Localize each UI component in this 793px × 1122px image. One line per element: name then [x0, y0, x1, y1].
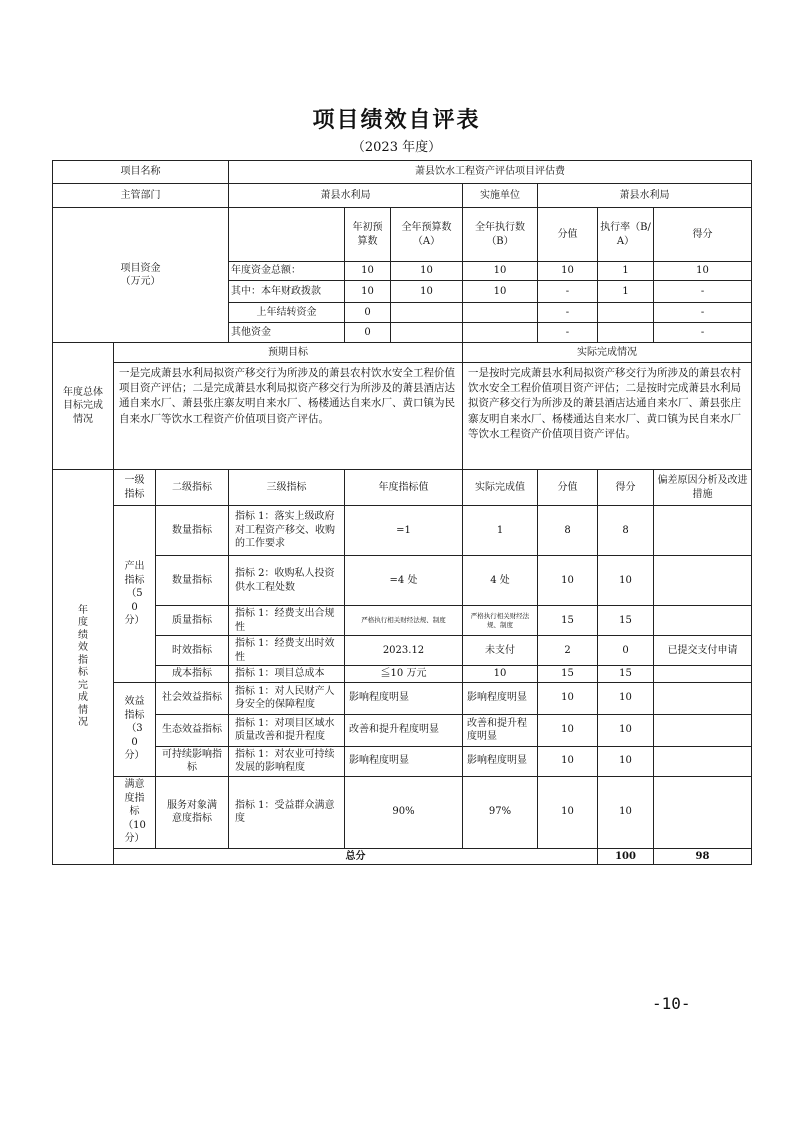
total-points: 100	[598, 848, 654, 865]
project-name-label: 项目名称	[53, 161, 229, 184]
score-cell: 10	[598, 746, 654, 776]
points-cell: 10	[538, 556, 598, 606]
indicator-header-row	[53, 470, 752, 506]
target-cell: ≦10 万元	[345, 666, 463, 683]
goals-label: 年度总体目标完成情况	[53, 343, 114, 470]
actual-cell: 未支付	[463, 636, 538, 666]
indicator-header: 分值	[538, 470, 598, 506]
funds-header: 全年执行数（B）	[463, 208, 538, 262]
points-cell: 10	[538, 746, 598, 776]
page-title: 项目绩效自评表	[312, 107, 481, 133]
target-cell: =1	[345, 506, 463, 556]
actual-result-text: 一是按时完成萧县水利局拟资产移交行为所涉及的萧县农村饮水安全工程价值项目资产评估；二是按时完成萧县水利局拟资产移交行为所涉及的萧县酒店达通自来水厂、萧县张庄寨友明自来水厂、杨楼通达自来水厂、黄口镇为民自来水厂等饮水工程资产价值项目资产评估。	[463, 363, 752, 470]
level2-cell: 时效指标	[156, 636, 229, 666]
actual-cell: 改善和提升程度明显	[463, 714, 538, 746]
dept-label: 主管部门	[53, 184, 229, 208]
score-cell: 15	[598, 666, 654, 683]
level3-cell: 指标 1：对农业可持续发展的影响程度	[229, 746, 345, 776]
actual-cell: 影响程度明显	[463, 682, 538, 714]
target-cell: 90%	[345, 776, 463, 848]
funds-row-label: 上年结转资金	[229, 303, 345, 323]
indicator-row	[53, 636, 752, 666]
note-cell: 已提交支付申请	[654, 636, 752, 666]
target-cell: =4 处	[345, 556, 463, 606]
actual-cell: 97%	[463, 776, 538, 848]
points-cell: 15	[538, 606, 598, 636]
score-cell: 15	[598, 606, 654, 636]
level2-cell: 成本指标	[156, 666, 229, 683]
score-cell: 10	[598, 682, 654, 714]
indicator-row	[53, 682, 752, 714]
expected-goal-text: 一是完成萧县水利局拟资产移交行为所涉及的萧县农村饮水安全工程价值项目资产评估；二是完成萧县水利局拟资产移交行为所涉及的萧县酒店达通自来水厂、萧县张庄寨友明自来水厂、杨楼通达自来水厂、黄口镇为民自来水厂等饮水工程资产价值项目资产评估。	[114, 363, 463, 470]
target-cell: 影响程度明显	[345, 746, 463, 776]
indicator-row	[53, 746, 752, 776]
funds-cell	[598, 323, 654, 343]
funds-header: 得分	[654, 208, 752, 262]
funds-cell: 1	[598, 262, 654, 281]
expected-goal-header: 预期目标	[114, 343, 463, 363]
level2-cell: 生态效益指标	[156, 714, 229, 746]
indicator-header: 得分	[598, 470, 654, 506]
funds-cell: -	[538, 281, 598, 303]
note-cell	[654, 606, 752, 636]
indicator-row	[53, 776, 752, 848]
funds-header: 年初预算数	[345, 208, 391, 262]
level2-cell: 质量指标	[156, 606, 229, 636]
indicator-row	[53, 556, 752, 606]
note-cell	[654, 682, 752, 714]
note-cell	[654, 666, 752, 683]
note-cell	[654, 506, 752, 556]
indicator-group-output: 产出指标（50分）	[114, 506, 156, 683]
funds-cell: 1	[598, 281, 654, 303]
total-score: 98	[654, 848, 752, 865]
level3-cell: 指标 1：经费支出合规性	[229, 606, 345, 636]
funds-cell: 10	[345, 262, 391, 281]
level3-cell: 指标 1：项目总成本	[229, 666, 345, 683]
funds-cell: 0	[345, 303, 391, 323]
indicator-group-satisfaction: 满意度指标（10分）	[114, 776, 156, 848]
indicator-row	[53, 606, 752, 636]
points-cell: 15	[538, 666, 598, 683]
actual-cell: 1	[463, 506, 538, 556]
funds-label: 项目资金 （万元）	[53, 208, 229, 343]
level2-cell: 数量指标	[156, 506, 229, 556]
level3-cell: 指标 1：经费支出时效性	[229, 636, 345, 666]
points-cell: 10	[538, 682, 598, 714]
funds-row-label: 年度资金总额：	[229, 262, 345, 281]
indicator-header: 二级指标	[156, 470, 229, 506]
funds-cell: -	[654, 323, 752, 343]
indicator-header: 偏差原因分析及改进措施	[654, 470, 752, 506]
funds-corner	[229, 208, 345, 262]
funds-cell: -	[654, 281, 752, 303]
funds-cell	[463, 303, 538, 323]
total-label: 总分	[114, 848, 598, 865]
note-cell	[654, 714, 752, 746]
funds-header: 执行率（B/A）	[598, 208, 654, 262]
goals-header-row	[53, 343, 752, 363]
dept-value: 萧县水利局	[229, 184, 463, 208]
level2-cell: 数量指标	[156, 556, 229, 606]
indicator-header: 一级指标	[114, 470, 156, 506]
indicators-label: 年度绩效指标完成情况	[53, 470, 114, 865]
funds-cell: -	[654, 303, 752, 323]
target-cell: 改善和提升程度明显	[345, 714, 463, 746]
level3-cell: 指标 1：对项目区域水质量改善和提升程度	[229, 714, 345, 746]
total-row	[53, 848, 752, 865]
funds-cell: 10	[391, 262, 463, 281]
funds-cell: -	[538, 303, 598, 323]
target-cell: 影响程度明显	[345, 682, 463, 714]
funds-cell	[391, 323, 463, 343]
funds-header-row	[53, 208, 752, 262]
score-cell: 0	[598, 636, 654, 666]
score-cell: 10	[598, 556, 654, 606]
funds-cell: 10	[654, 262, 752, 281]
funds-cell: -	[538, 323, 598, 343]
indicator-row	[53, 714, 752, 746]
page-number: -10-	[652, 994, 691, 1013]
level3-cell: 指标 1：落实上级政府对工程资产移交、收购的工作要求	[229, 506, 345, 556]
level2-cell: 服务对象满意度指标	[156, 776, 229, 848]
points-cell: 10	[538, 776, 598, 848]
target-cell: 2023.12	[345, 636, 463, 666]
indicator-header: 三级指标	[229, 470, 345, 506]
indicator-row	[53, 506, 752, 556]
points-cell: 2	[538, 636, 598, 666]
self-evaluation-table	[52, 160, 752, 865]
project-name-row	[53, 161, 752, 184]
score-cell: 10	[598, 714, 654, 746]
page-subtitle: （2023 年度）	[351, 140, 442, 155]
level3-cell: 指标 1：对人民财产人身安全的保障程度	[229, 682, 345, 714]
funds-cell: 10	[463, 281, 538, 303]
indicator-group-benefit: 效益指标（30分）	[114, 682, 156, 776]
funds-row-label: 其他资金	[229, 323, 345, 343]
points-cell: 8	[538, 506, 598, 556]
funds-header: 分值	[538, 208, 598, 262]
actual-cell: 影响程度明显	[463, 746, 538, 776]
funds-cell: 0	[345, 323, 391, 343]
level2-cell: 可持续影响指标	[156, 746, 229, 776]
level3-cell: 指标 1：受益群众满意度	[229, 776, 345, 848]
actual-cell: 严格执行相关财经法规、制度	[463, 606, 538, 636]
impl-label: 实施单位	[463, 184, 538, 208]
funds-cell: 10	[463, 262, 538, 281]
project-name-value: 萧县饮水工程资产评估项目评估费	[229, 161, 752, 184]
funds-cell	[391, 303, 463, 323]
target-cell: 严格执行相关财经法规、制度	[345, 606, 463, 636]
department-row	[53, 184, 752, 208]
funds-row-label: 其中：本年财政拨款	[229, 281, 345, 303]
funds-cell: 10	[345, 281, 391, 303]
funds-cell: 10	[391, 281, 463, 303]
score-cell: 10	[598, 776, 654, 848]
funds-cell: 10	[538, 262, 598, 281]
actual-cell: 10	[463, 666, 538, 683]
level2-cell: 社会效益指标	[156, 682, 229, 714]
note-cell	[654, 746, 752, 776]
actual-cell: 4 处	[463, 556, 538, 606]
indicator-header: 实际完成值	[463, 470, 538, 506]
score-cell: 8	[598, 506, 654, 556]
funds-cell	[598, 303, 654, 323]
indicator-header: 年度指标值	[345, 470, 463, 506]
points-cell: 10	[538, 714, 598, 746]
actual-result-header: 实际完成情况	[463, 343, 752, 363]
indicator-row	[53, 666, 752, 683]
note-cell	[654, 556, 752, 606]
funds-cell	[463, 323, 538, 343]
level3-cell: 指标 2：收购私人投资供水工程处数	[229, 556, 345, 606]
note-cell	[654, 776, 752, 848]
funds-header: 全年预算数（A）	[391, 208, 463, 262]
goals-content-row	[53, 363, 752, 470]
impl-value: 萧县水利局	[538, 184, 752, 208]
